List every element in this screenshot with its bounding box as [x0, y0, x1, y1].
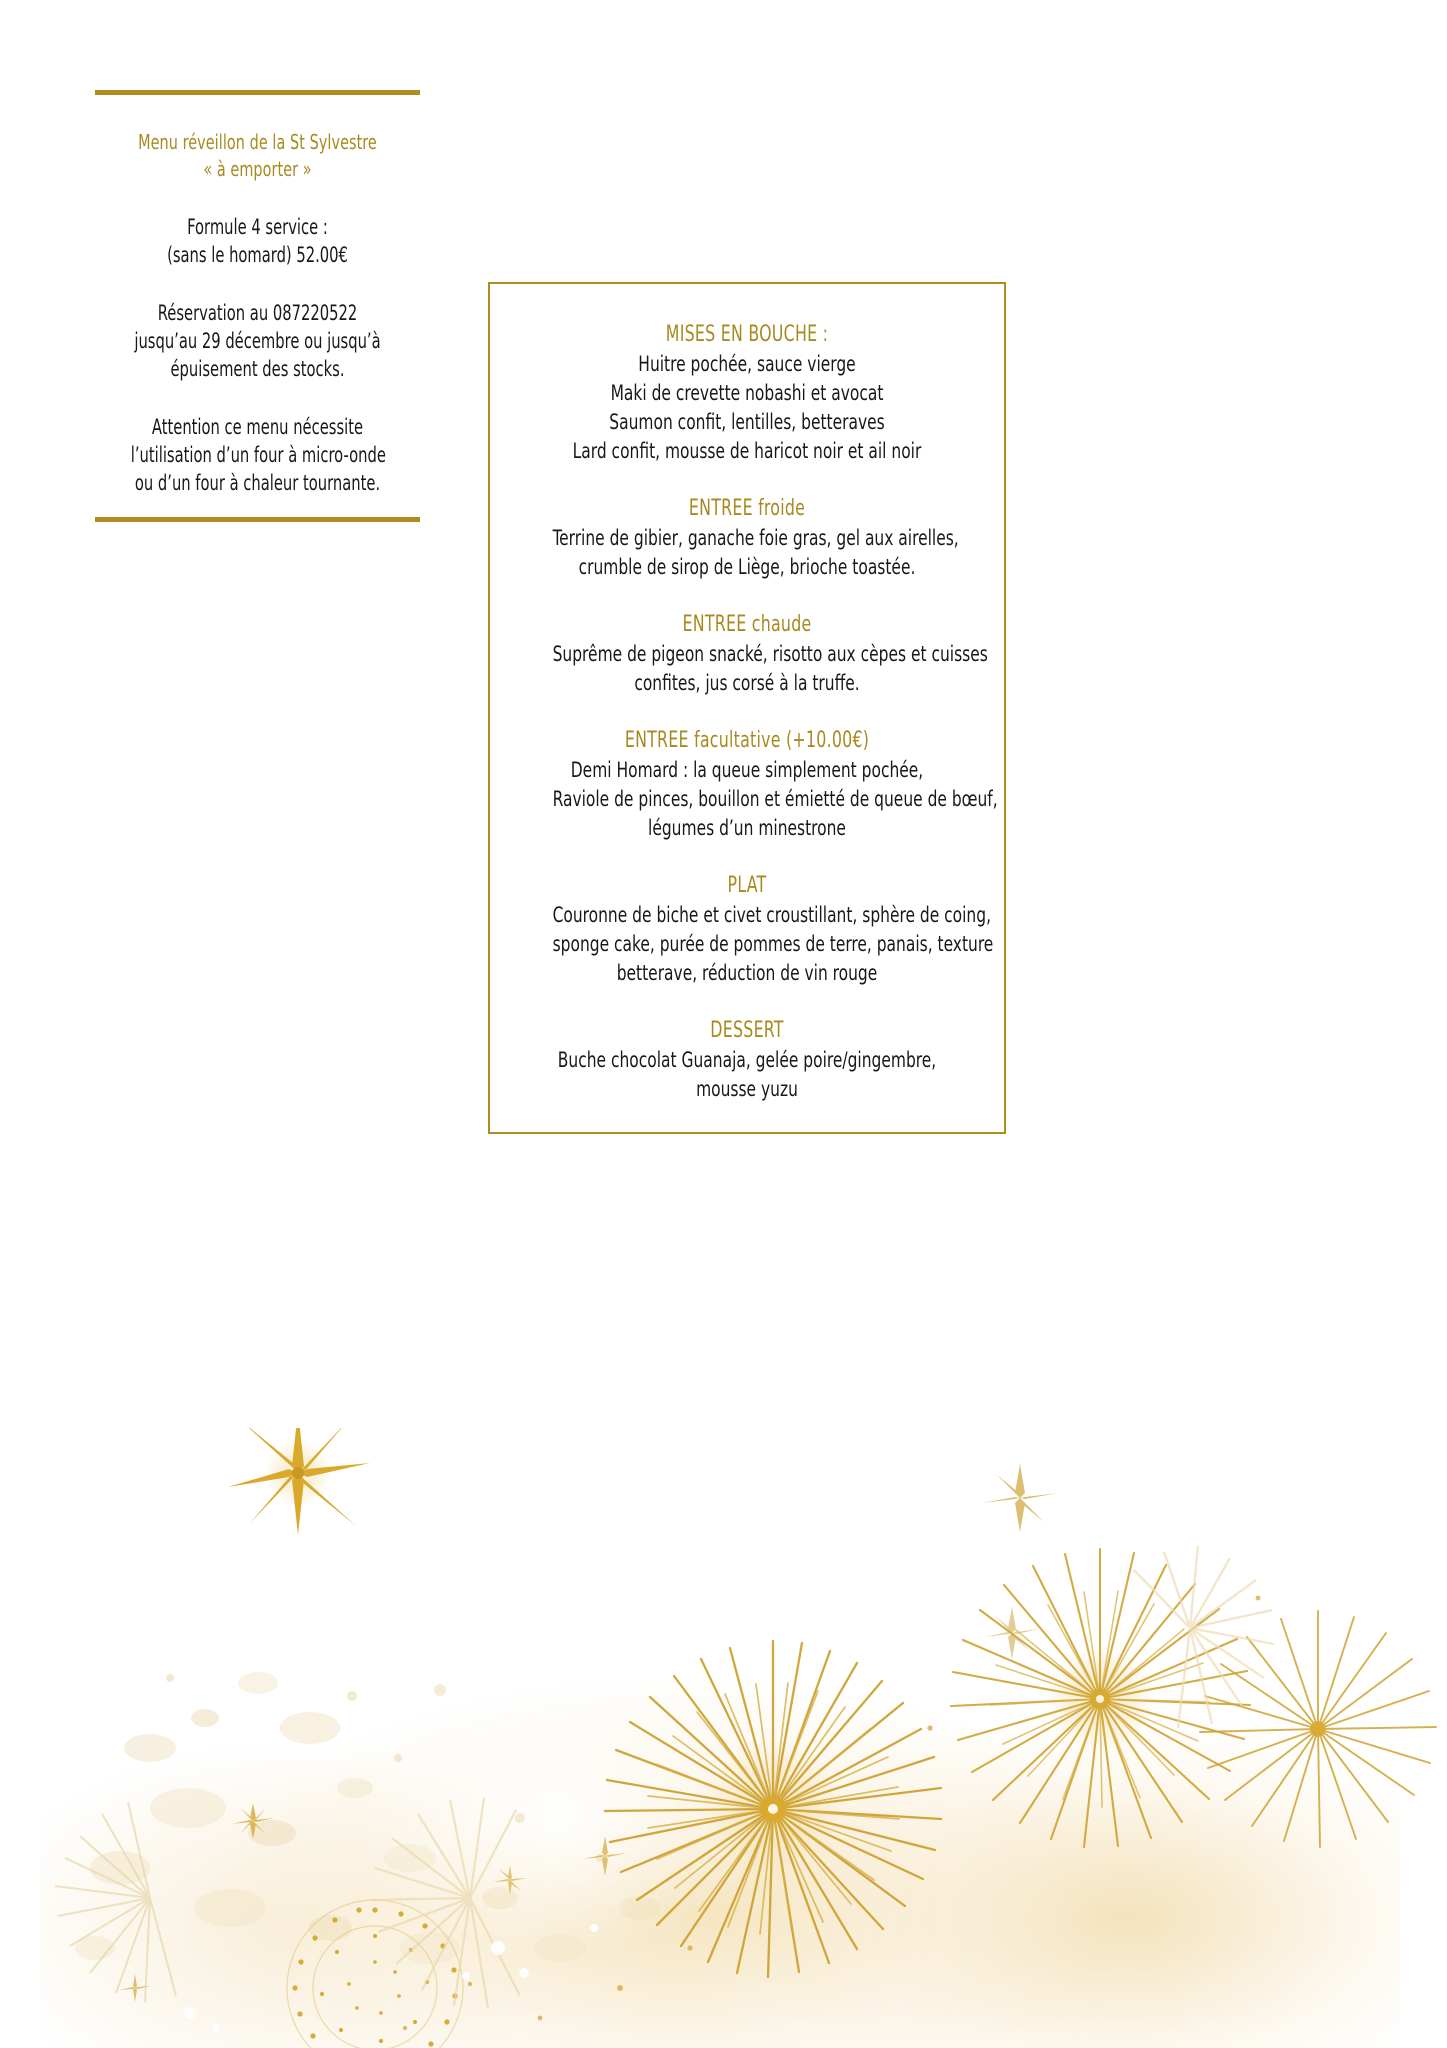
menu-course: [504, 320, 990, 466]
ghost-firework-right: [1134, 1546, 1274, 1728]
course-line: Buche chocolat Guanaja, gelée poire/gingembre,: [557, 1048, 937, 1073]
course-description: [504, 640, 990, 698]
course-description: [504, 756, 998, 843]
gold-star-left: [228, 1428, 370, 1535]
course-heading: PLAT: [727, 873, 767, 898]
sparkle-star-small-c: [493, 1865, 527, 1895]
sparkle-star-small-e: [984, 1607, 1040, 1659]
course-heading: ENTREE facultative (+10.00€): [624, 728, 870, 753]
formula-line1: Formule 4 service :: [187, 215, 328, 239]
gold-star-top-right: [982, 1464, 1058, 1532]
reservation-line3: épuisement des stocks.: [170, 357, 345, 381]
sparkle-star-small-b: [119, 1974, 151, 2002]
gold-firework-burst-main: [605, 1641, 941, 1977]
menu-course: [504, 494, 990, 582]
reservation-line1: Réservation au 087220522: [157, 301, 358, 325]
course-line: Lard confit, mousse de haricot noir et ail noir: [572, 439, 922, 464]
pale-splatter-field: [75, 1672, 660, 1964]
gold-firework-burst-far-right: [1200, 1611, 1436, 1847]
gold-firework-burst-right: [951, 1549, 1250, 1847]
course-description: [504, 901, 994, 988]
attention-line3: ou d’un four à chaleur tournante.: [134, 471, 381, 495]
page-title-line2: « à emporter »: [203, 157, 312, 181]
menu-course: [504, 726, 998, 843]
course-line: Huitre pochée, sauce vierge: [638, 352, 856, 377]
menu-course: [504, 871, 994, 988]
reservation-line2: jusqu’au 29 décembre ou jusqu’à: [134, 329, 381, 353]
white-pearl-dots: [184, 1924, 598, 2032]
fireworks-svg: [0, 1428, 1447, 2048]
course-description: [504, 1046, 990, 1104]
course-line: légumes d’un minestrone: [648, 816, 846, 841]
reservation-block: [95, 299, 420, 383]
menu-course: [504, 610, 990, 698]
course-line: Maki de crevette nobashi et avocat: [610, 381, 884, 406]
menu-course: [504, 1016, 990, 1104]
course-heading: MISES EN BOUCHE :: [665, 322, 829, 347]
left-info-body: [95, 95, 420, 497]
fireworks-glow-wash: [40, 1488, 1400, 2048]
course-line: betterave, réduction de vin rouge: [616, 961, 878, 986]
course-line: Saumon confit, lentilles, betteraves: [609, 410, 885, 435]
menu-course-list: [490, 284, 1004, 1104]
fireworks-decoration: [0, 1428, 1447, 2048]
course-line: confites, jus corsé à la truffe.: [634, 671, 860, 696]
course-description: [504, 350, 990, 466]
attention-block: [95, 413, 420, 497]
course-heading: ENTREE froide: [688, 496, 806, 521]
course-line: Suprême de pigeon snacké, risotto aux cèpes et cuisses: [552, 642, 988, 667]
course-heading: DESSERT: [710, 1018, 784, 1043]
ghost-firework-left: [55, 1802, 176, 2002]
formula-block: [95, 213, 420, 269]
ghost-firework-mid: [370, 1798, 520, 2008]
course-heading: ENTREE chaude: [682, 612, 812, 637]
page-title: [131, 129, 385, 183]
course-line: Couronne de biche et civet croustillant, sphère de coing,: [552, 903, 991, 928]
course-line: sponge cake, purée de pommes de terre, panais, texture: [552, 932, 994, 957]
menu-card: [488, 282, 1006, 1134]
dotted-firework: [287, 1900, 463, 2048]
course-line: crumble de sirop de Liège, brioche toastée.: [578, 555, 916, 580]
course-line: Demi Homard : la queue simplement pochée,: [570, 758, 924, 783]
bottom-gold-rule: [95, 517, 420, 522]
course-line: Terrine de gibier, ganache foie gras, gel aux airelles,: [552, 526, 959, 551]
sparkle-star-small-a: [232, 1803, 274, 1839]
course-description: [504, 524, 990, 582]
attention-line2: l’utilisation d’un four à micro-onde: [130, 443, 386, 467]
attention-line1: Attention ce menu nécessite: [151, 415, 364, 439]
course-line: mousse yuzu: [696, 1077, 798, 1102]
sparkle-star-small-d: [583, 1836, 627, 1876]
formula-line2: (sans le homard) 52.00€: [167, 243, 348, 267]
page-title-line1: Menu réveillon de la St Sylvestre: [138, 130, 377, 154]
sparkle-dots: [344, 1596, 1260, 2048]
left-info-column: [95, 90, 420, 522]
course-line: Raviole de pinces, bouillon et émietté de queue de bœuf,: [552, 787, 998, 812]
